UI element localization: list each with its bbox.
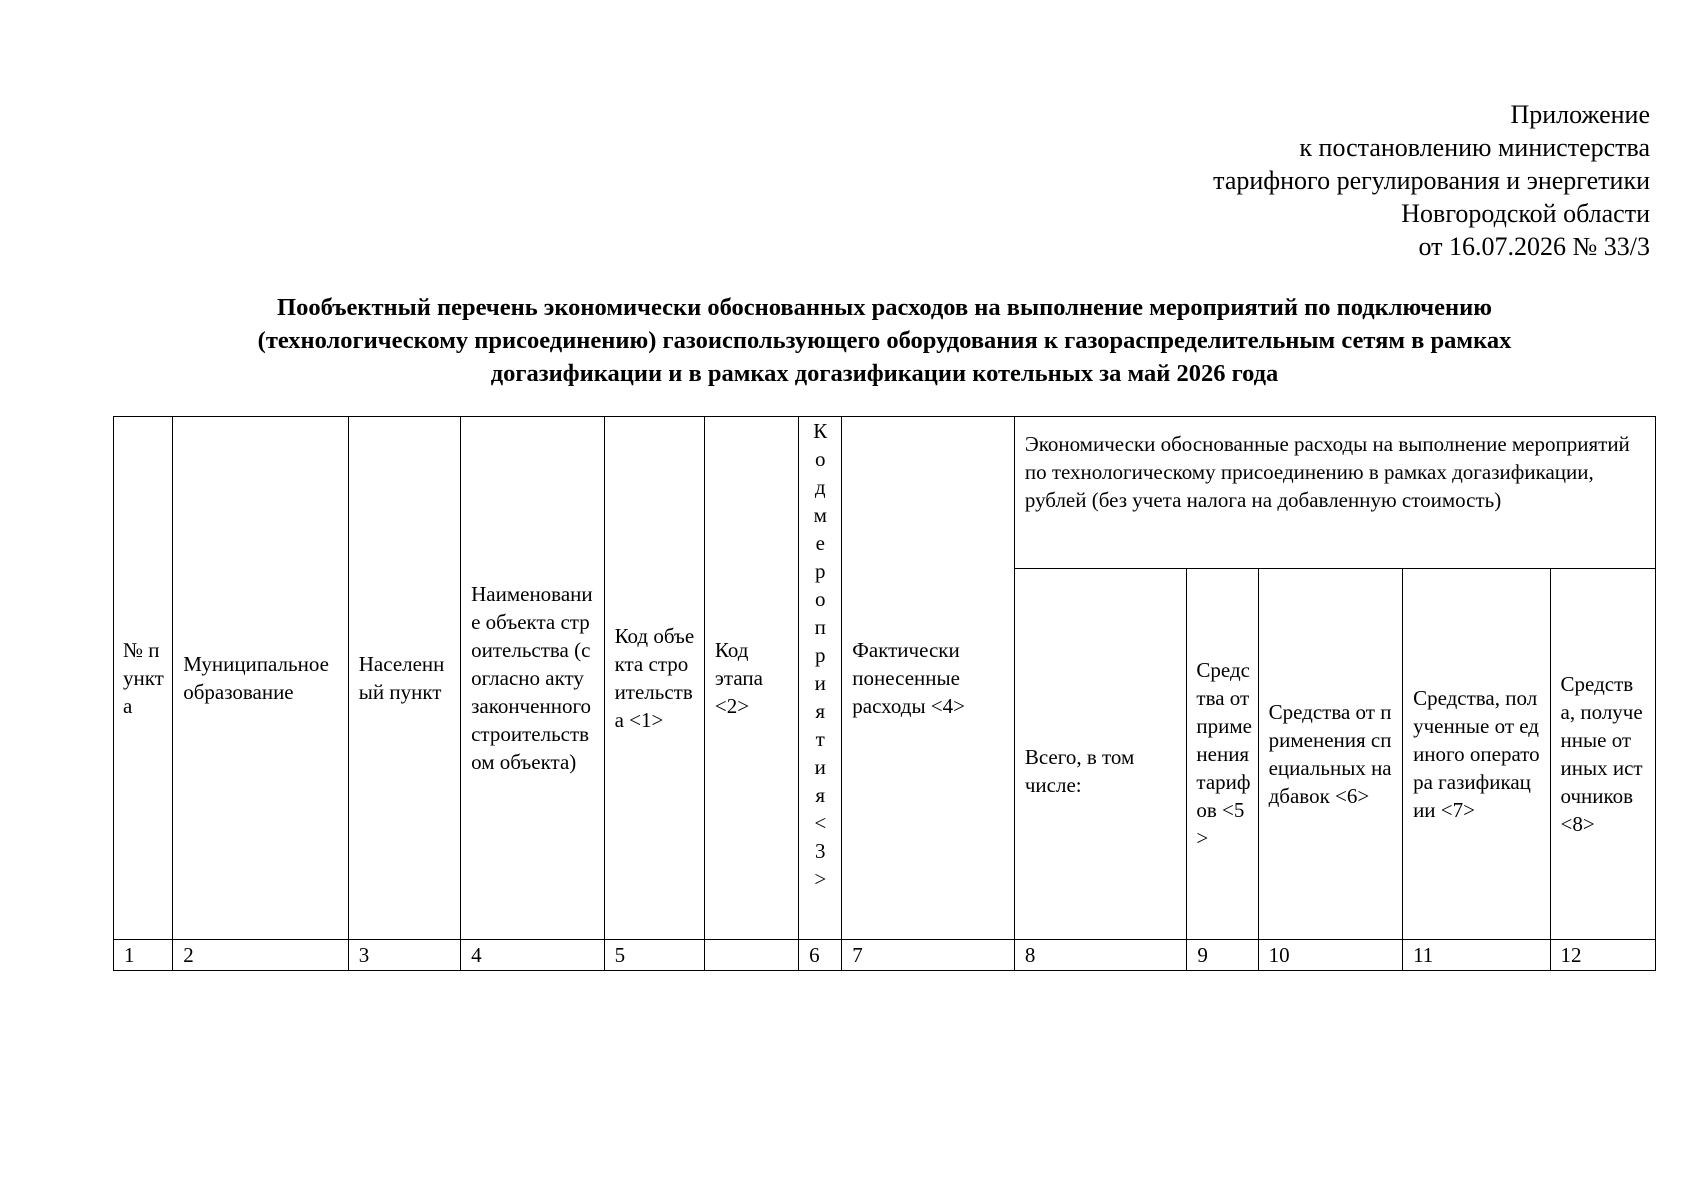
appendix-block [1213, 98, 1650, 263]
column-number-cell: 6 [799, 940, 842, 971]
column-number-cell: 2 [173, 940, 349, 971]
document-title-line: Пообъектный перечень экономически обоснованных расходов на выполнение мероприятий по подключению [277, 294, 1492, 321]
column-number-cell: 9 [1187, 940, 1258, 971]
header-sub-total: Всего, в том числе: [1014, 569, 1187, 940]
header-stage-code: Код этапа <2> [704, 417, 798, 940]
column-number-cell: 3 [348, 940, 460, 971]
column-number-cell: 1 [114, 940, 173, 971]
header-settlement: Населенный пункт [348, 417, 460, 940]
header-municipality: Муниципальное образование [173, 417, 349, 940]
appendix-date-number: от 16.07.2026 № 33/3 [1418, 232, 1650, 261]
header-event-code-text: К о д м е р о п р и я т и я < 3 > [813, 419, 828, 891]
document-title-line: догазификации и в рамках догазификации котельных за май 2026 года [490, 360, 1279, 387]
appendix-region: Новгородской области [1401, 199, 1650, 228]
column-numbers-row [114, 940, 1656, 971]
header-item-number: № пункта [114, 417, 173, 940]
column-number-cell: 11 [1403, 940, 1550, 971]
header-actual-costs: Фактически понесенные расходы <4> [842, 417, 1015, 940]
header-object-name: Наименование объекта строительства (согласно акту законченного строительством объекта) [461, 417, 604, 940]
header-sub-operator: Средства, полученные от единого оператора газификации <7> [1403, 569, 1550, 940]
column-number-cell: 10 [1258, 940, 1402, 971]
column-number-cell: 7 [842, 940, 1015, 971]
document-title-line: (технологическому присоединению) газоиспользующего оборудования к газораспределительным сетям в рамках [257, 327, 1512, 354]
appendix-resolution: к постановлению министерства [1299, 133, 1650, 162]
column-number-cell [704, 940, 798, 971]
header-sub-tariffs: Средства от применения тарифов <5> [1187, 569, 1258, 940]
appendix-title: Приложение [1510, 100, 1650, 129]
column-number-cell: 5 [604, 940, 704, 971]
header-object-code: Код объекта строительства <1> [604, 417, 704, 940]
header-row-top [114, 417, 1656, 569]
expenses-table [113, 416, 1656, 971]
header-sub-other: Средства, полученные от иных источников <8> [1550, 569, 1655, 940]
column-number-cell: 4 [461, 940, 604, 971]
column-number-cell: 8 [1014, 940, 1187, 971]
header-economic-group: Экономически обоснованные расходы на выполнение мероприятий по технологическому присоединению в рамках догазификации, рублей (без учета налога на добавленную стоимость) [1014, 417, 1655, 569]
header-sub-surcharges: Средства от применения специальных надбавок <6> [1258, 569, 1402, 940]
document-title [112, 291, 1657, 390]
column-number-cell: 12 [1550, 940, 1655, 971]
header-event-code [799, 417, 842, 940]
appendix-ministry: тарифного регулирования и энергетики [1213, 166, 1650, 195]
